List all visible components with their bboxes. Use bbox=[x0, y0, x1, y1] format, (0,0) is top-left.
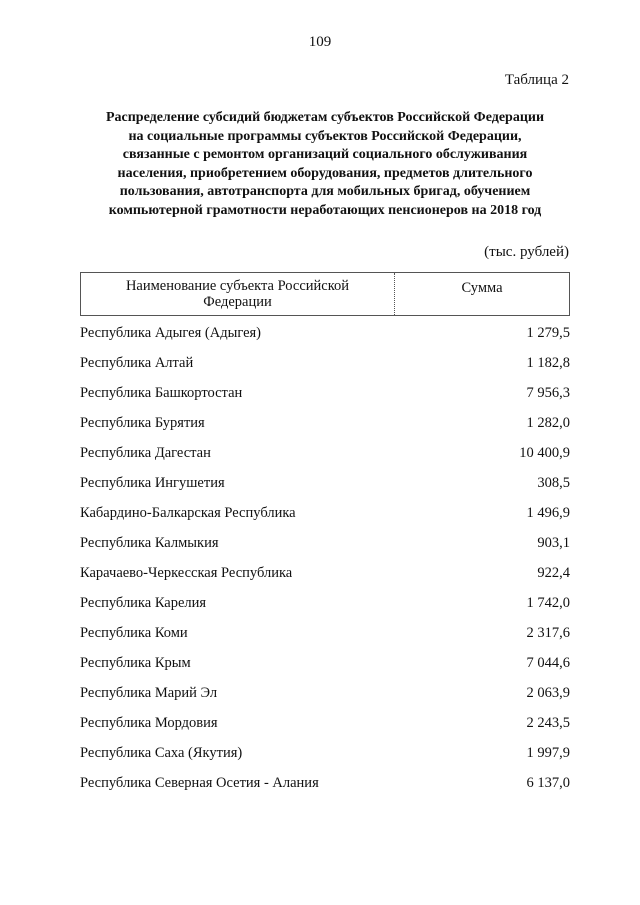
region-sum: 903,1 bbox=[537, 534, 570, 551]
region-sum: 1 742,0 bbox=[526, 594, 570, 611]
region-name: Республика Мордовия bbox=[80, 714, 218, 731]
table-row bbox=[80, 648, 570, 678]
region-sum: 2 243,5 bbox=[526, 714, 570, 731]
table-body bbox=[80, 318, 570, 798]
page-number: 109 bbox=[308, 34, 332, 50]
region-name: Республика Марий Эл bbox=[80, 684, 218, 701]
title-line: связанные с ремонтом организаций социального обслуживания bbox=[122, 147, 528, 163]
subsidy-table bbox=[80, 272, 570, 798]
table-row bbox=[80, 498, 570, 528]
title-line: компьютерной грамотности неработающих пенсионеров на 2018 год bbox=[108, 202, 542, 218]
title-line: пользования, автотранспорта для мобильных бригад, обучением bbox=[119, 184, 531, 200]
region-name: Карачаево-Черкесская Республика bbox=[80, 564, 293, 581]
table-row bbox=[80, 468, 570, 498]
region-name: Республика Крым bbox=[80, 654, 191, 671]
table-row bbox=[80, 348, 570, 378]
table-row bbox=[80, 588, 570, 618]
table-row bbox=[80, 528, 570, 558]
region-name: Республика Бурятия bbox=[80, 414, 205, 431]
table-label: Таблица 2 bbox=[504, 72, 569, 88]
header-sum: Сумма bbox=[461, 280, 503, 296]
region-sum: 922,4 bbox=[537, 564, 570, 581]
region-name: Кабардино-Балкарская Республика bbox=[80, 504, 296, 521]
table-row bbox=[80, 378, 570, 408]
title-line: населения, приобретением оборудования, предметов длительного bbox=[117, 165, 533, 181]
region-name: Республика Калмыкия bbox=[80, 534, 219, 551]
region-name: Республика Дагестан bbox=[80, 444, 211, 461]
region-name: Республика Адыгея (Адыгея) bbox=[80, 324, 262, 341]
region-sum: 6 137,0 bbox=[526, 774, 570, 791]
table-row bbox=[80, 318, 570, 348]
region-name: Республика Карелия bbox=[80, 594, 207, 611]
region-name: Республика Ингушетия bbox=[80, 474, 225, 491]
region-sum: 10 400,9 bbox=[519, 444, 570, 461]
table-header bbox=[80, 272, 570, 316]
region-name: Республика Северная Осетия - Алания bbox=[80, 774, 319, 791]
table-row bbox=[80, 678, 570, 708]
region-sum: 1 279,5 bbox=[526, 324, 570, 341]
header-name: Наименование субъекта Российской Федерации bbox=[81, 273, 395, 315]
table-row bbox=[80, 768, 570, 798]
table-row bbox=[80, 738, 570, 768]
table-row bbox=[80, 558, 570, 588]
region-sum: 2 063,9 bbox=[526, 684, 570, 701]
region-sum: 1 997,9 bbox=[526, 744, 570, 761]
region-sum: 1 496,9 bbox=[526, 504, 570, 521]
title-line: на социальные программы субъектов Российской Федерации, bbox=[128, 128, 522, 144]
region-sum: 1 182,8 bbox=[526, 354, 570, 371]
region-name: Республика Коми bbox=[80, 624, 188, 641]
region-sum: 308,5 bbox=[537, 474, 570, 491]
region-sum: 7 956,3 bbox=[526, 384, 570, 401]
table-row bbox=[80, 438, 570, 468]
document-title bbox=[60, 109, 590, 221]
region-name: Республика Алтай bbox=[80, 354, 194, 371]
region-sum: 2 317,6 bbox=[526, 624, 570, 641]
title-line: Распределение субсидий бюджетам субъектов Российской Федерации bbox=[105, 110, 545, 125]
region-name: Республика Башкортостан bbox=[80, 384, 243, 401]
units-note: (тыс. рублей) bbox=[484, 244, 569, 260]
table-row bbox=[80, 708, 570, 738]
region-sum: 1 282,0 bbox=[526, 414, 570, 431]
region-name: Республика Саха (Якутия) bbox=[80, 744, 243, 761]
table-row bbox=[80, 408, 570, 438]
region-sum: 7 044,6 bbox=[526, 654, 570, 671]
table-row bbox=[80, 618, 570, 648]
